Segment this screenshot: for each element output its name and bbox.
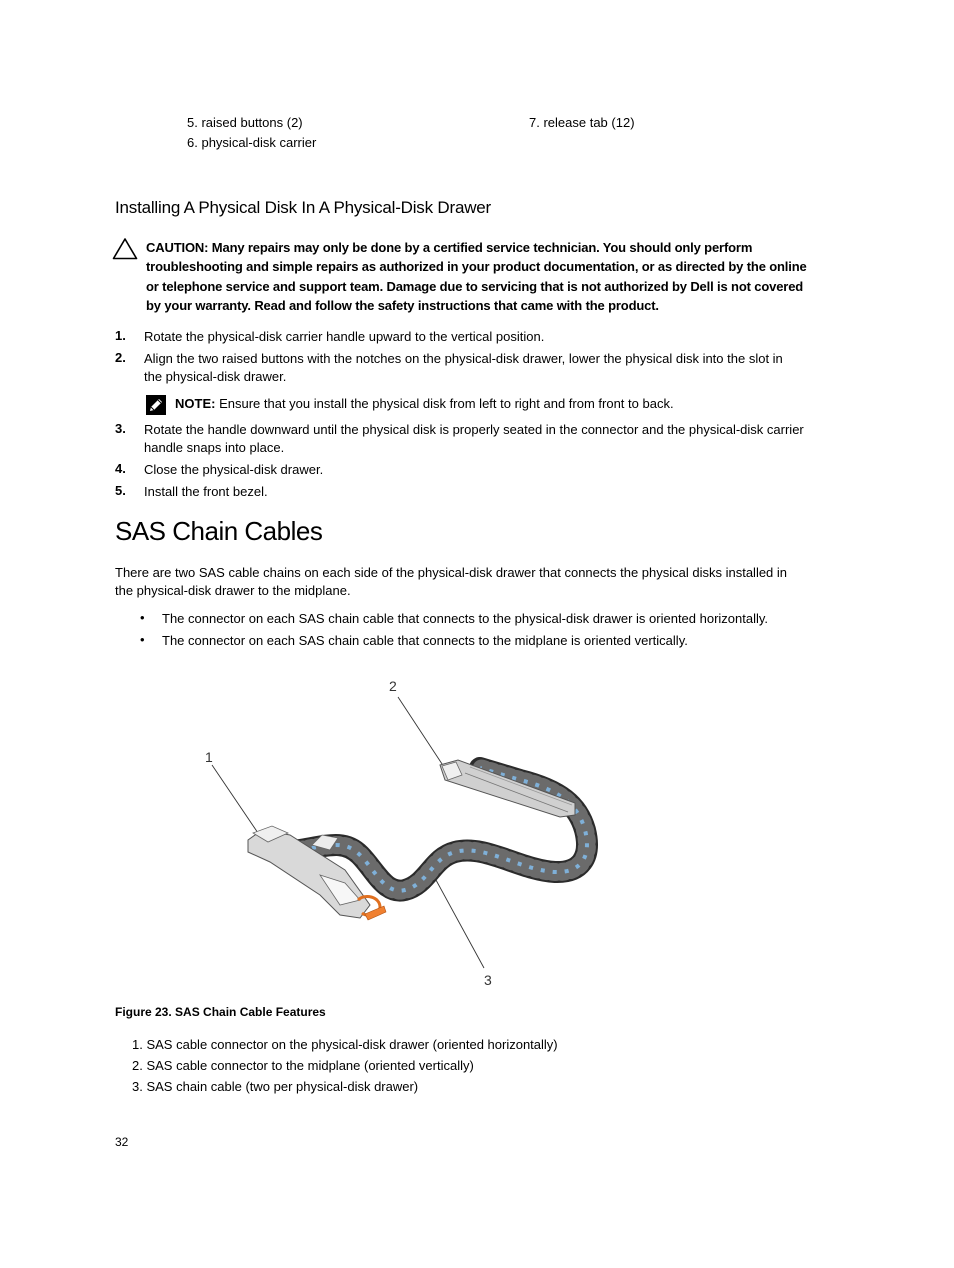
legend-item-7: 7. release tab (12) <box>529 115 635 130</box>
step-number: 4. <box>115 461 126 476</box>
callout-2: 2 <box>389 678 397 694</box>
bullet-item: The connector on each SAS chain cable that connects to the physical-disk drawer is oriented horizontally. <box>162 611 769 626</box>
step-text: Rotate the physical-disk carrier handle upward to the vertical position. <box>144 329 545 344</box>
page-number: 32 <box>115 1135 129 1149</box>
step-number: 5. <box>115 483 126 498</box>
callout-1: 1 <box>205 749 213 765</box>
bullet-dot: • <box>140 610 145 625</box>
step-text: Rotate the handle downward until the physical disk is properly seated in the connector and the physical-disk carrier handle snaps into place. <box>144 422 804 455</box>
note-text: Ensure that you install the physical disk from left to right and from front to back. <box>215 396 674 411</box>
step-number: 3. <box>115 421 126 436</box>
step-number: 2. <box>115 350 126 365</box>
caution-text: CAUTION: Many repairs may only be done by a certified service technician. You should only perform troubleshooting and simple repairs as authorized in your product documentation, or as directed by the online or telephone service and support team. Damage due to servicing that is not authorized by Dell is not covered by your warranty. Read and follow the safety instructions that came with the product. <box>146 240 807 313</box>
figure-legend-item: 2. SAS cable connector to the midplane (oriented vertically) <box>132 1058 474 1073</box>
step-text: Install the front bezel. <box>144 484 268 499</box>
page-title: SAS Chain Cables <box>115 516 323 546</box>
callout-3: 3 <box>484 972 492 988</box>
step-number: 1. <box>115 328 126 343</box>
bullet-dot: • <box>140 632 145 647</box>
legend-item-6: 6. physical-disk carrier <box>187 135 317 150</box>
note-label: NOTE: <box>175 396 216 411</box>
callout-3-leader <box>436 880 484 968</box>
step-text: Align the two raised buttons with the notches on the physical-disk drawer, lower the physical disk into the slot in the physical-disk drawer. <box>144 351 783 384</box>
figure-legend-item: 1. SAS cable connector on the physical-disk drawer (oriented horizontally) <box>132 1037 558 1052</box>
bullet-item: The connector on each SAS chain cable that connects to the midplane is oriented vertically. <box>162 633 688 648</box>
step-text: Close the physical-disk drawer. <box>144 462 324 477</box>
callout-2-leader <box>398 697 446 770</box>
figure-legend-item: 3. SAS chain cable (two per physical-disk drawer) <box>132 1079 419 1094</box>
section-heading: Installing A Physical Disk In A Physical-Disk Drawer <box>115 198 492 217</box>
legend-item-5: 5. raised buttons (2) <box>187 115 303 130</box>
callout-1-leader <box>212 765 258 833</box>
figure-caption: Figure 23. SAS Chain Cable Features <box>115 1005 326 1019</box>
intro-paragraph: There are two SAS cable chains on each side of the physical-disk drawer that connects the physical disks installed in the physical-disk drawer to the midplane. <box>115 565 788 598</box>
